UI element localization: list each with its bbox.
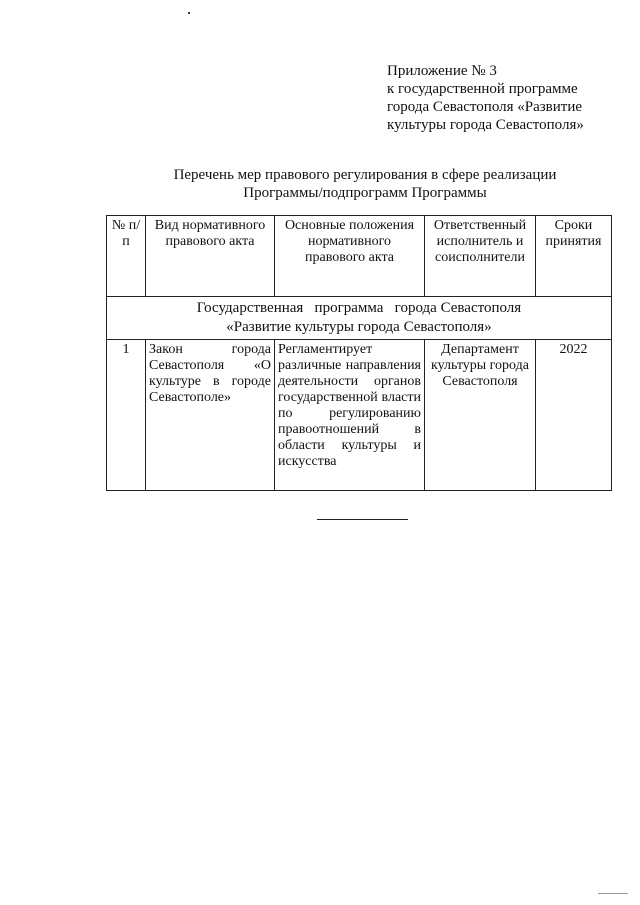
header-act-type: Вид нормативного правового акта [146,216,275,297]
row-deadline: 2022 [536,340,612,491]
header-number: № п/п [107,216,146,297]
row-responsible: Департамент культуры города Севастополя [425,340,536,491]
scan-edge-mark [598,893,628,894]
table-section-row [107,297,612,340]
appendix-line-4: культуры города Севастополя» [387,117,584,133]
table-header-row [107,216,612,297]
section-line-2: «Развитие культуры города Севастополя» [226,319,492,335]
row-act-type: Закон города Севастополя «О культуре в городе Севастополе» [146,340,275,491]
row-provisions: Регламентирует различные направления деятельности органов государственной власти по регулированию правоотношений в области культуры и искусства [275,340,425,491]
regulation-table [106,215,612,491]
end-divider-line [317,519,408,520]
appendix-line-3: города Севастополя «Развитие [387,99,583,115]
document-title [100,166,630,202]
table-row [107,340,612,491]
appendix-block [387,62,627,134]
program-section-cell [107,297,612,340]
appendix-line-1: Приложение № 3 [387,63,497,79]
header-deadline: Сроки принятия [536,216,612,297]
section-line-1: Государственная программа города Севастополя [196,300,522,316]
scan-speck [188,12,190,14]
row-number: 1 [107,340,146,491]
title-line-2: Программы/подпрограмм Программы [243,185,487,201]
header-responsible: Ответственный исполнитель и соисполнители [425,216,536,297]
appendix-line-2: к государственной программе [387,81,578,97]
title-line-1: Перечень мер правового регулирования в сфере реализации [173,167,557,183]
header-provisions: Основные положения нормативного правового акта [275,216,425,297]
